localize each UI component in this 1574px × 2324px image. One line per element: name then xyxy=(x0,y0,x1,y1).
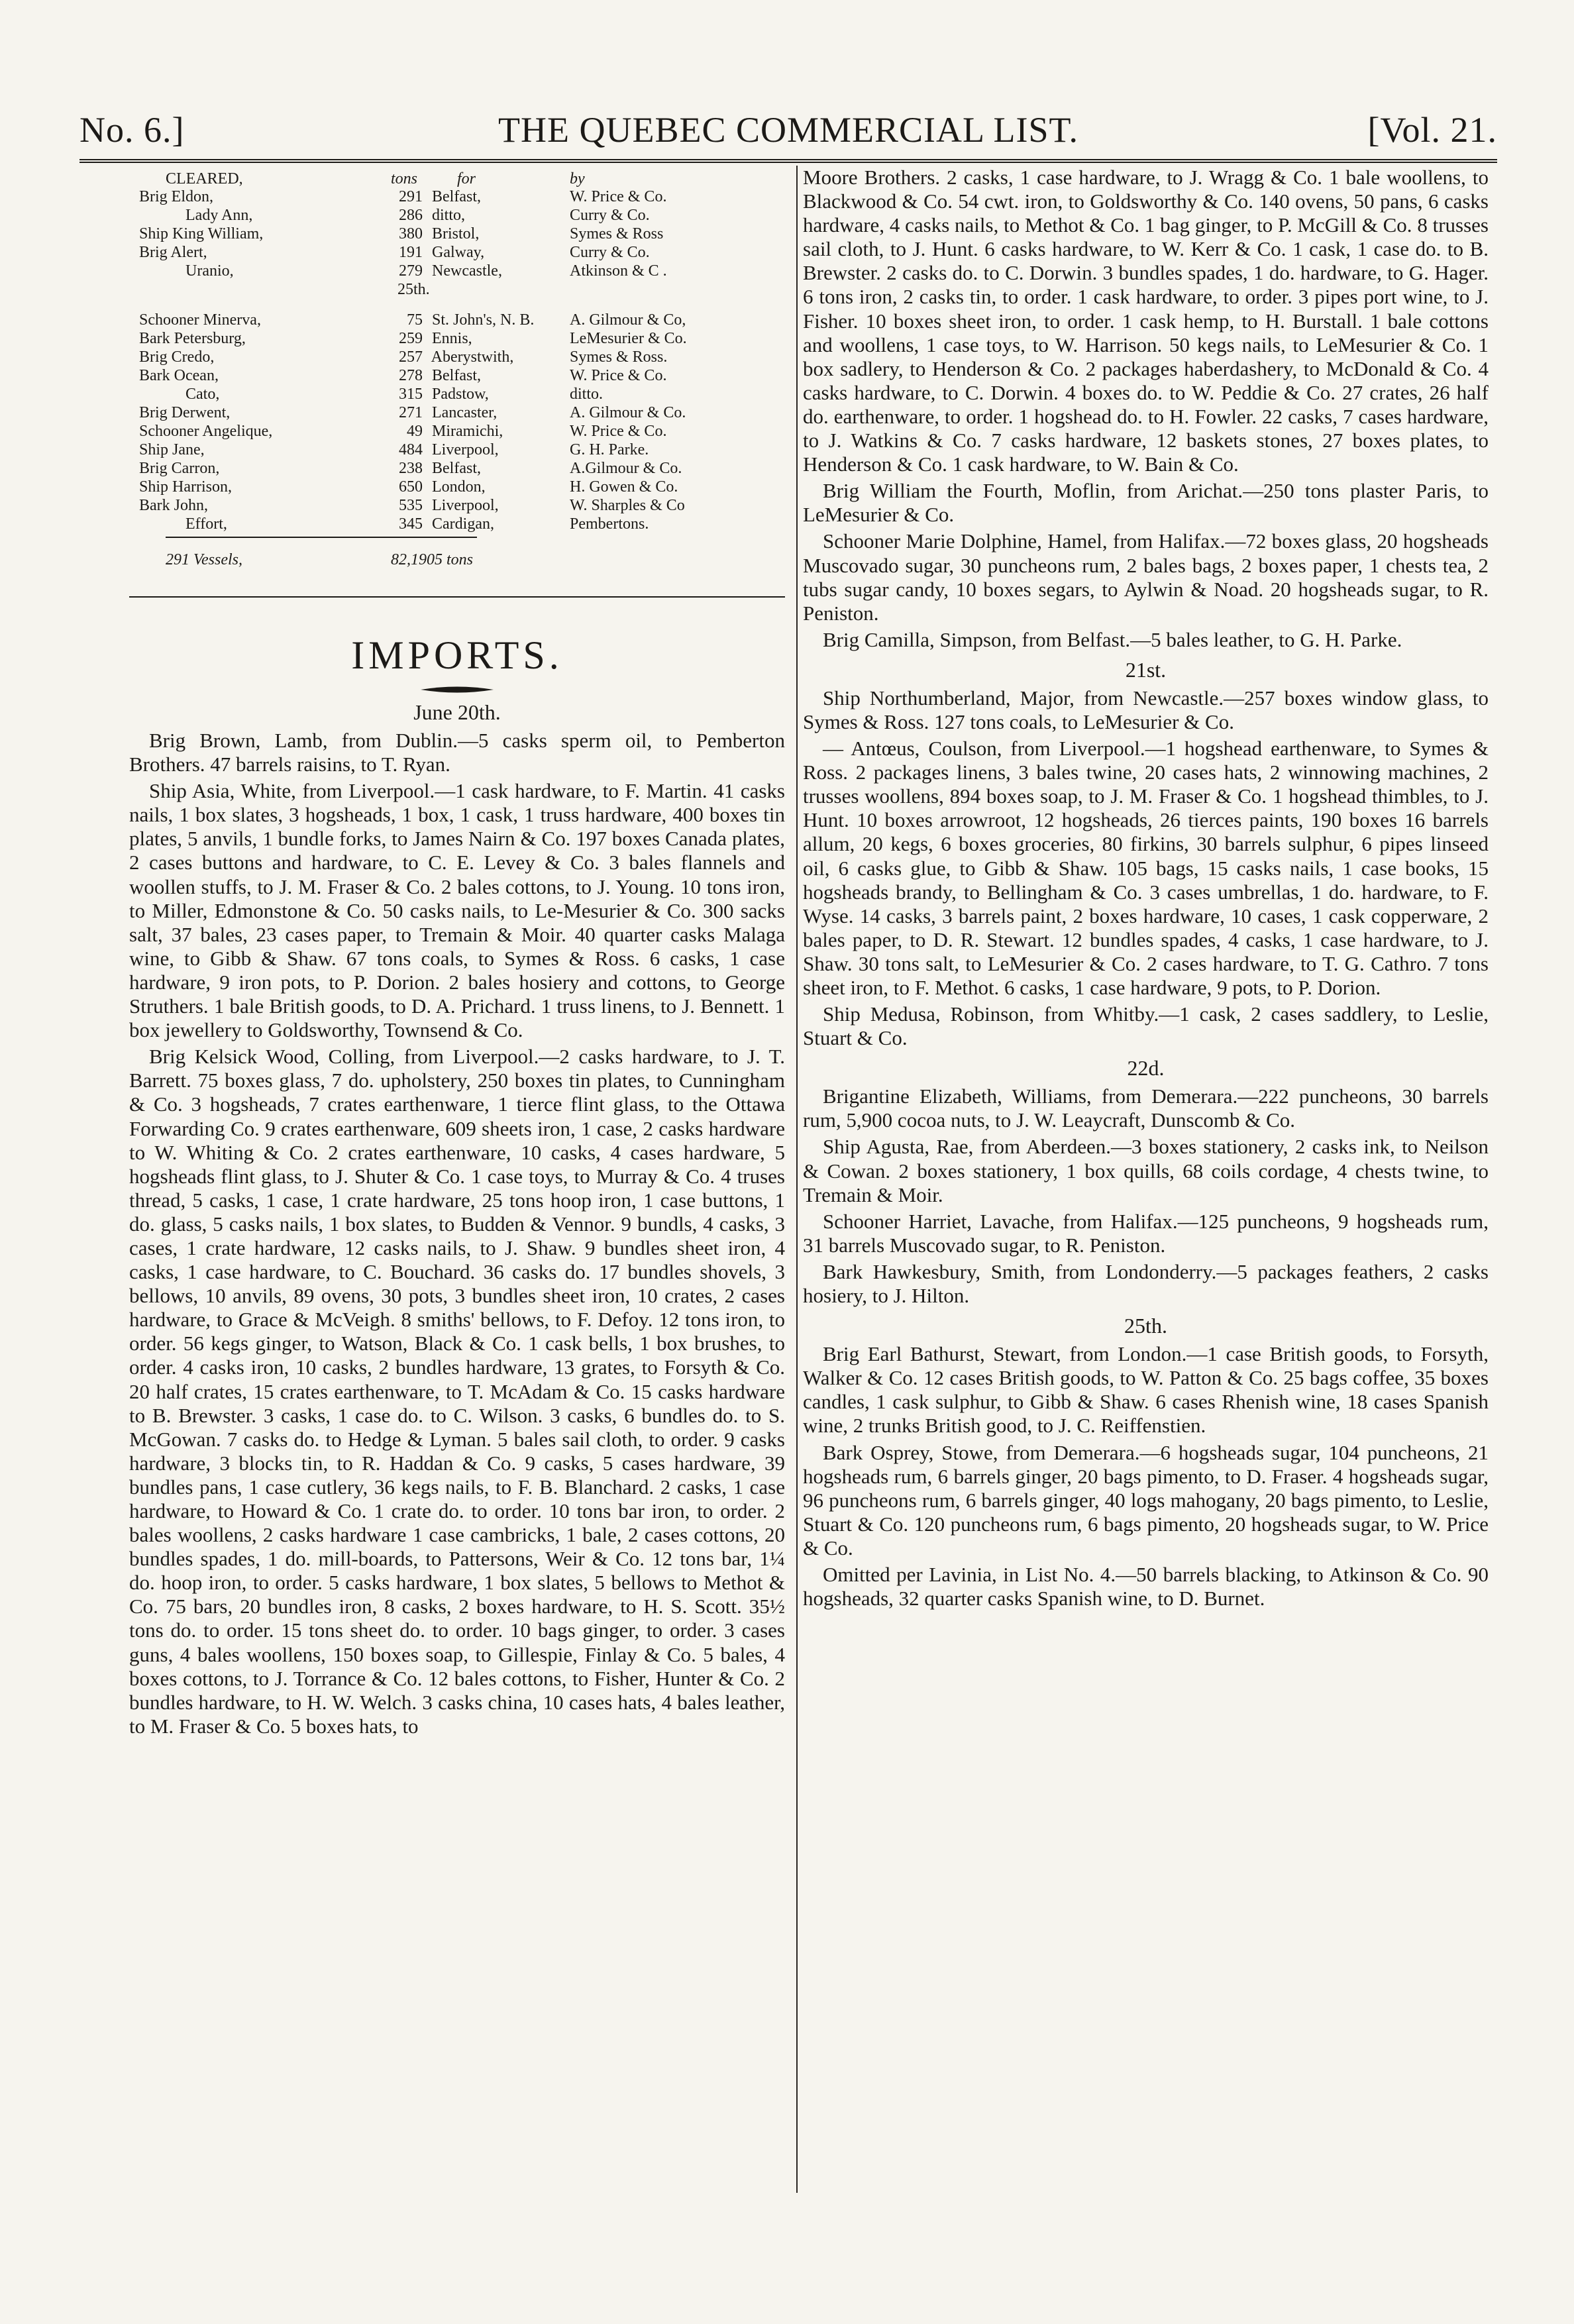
cleared-rows-top xyxy=(129,188,785,281)
volume-number: [Vol. 21. xyxy=(1367,110,1497,150)
vessel-name: Bark John, xyxy=(139,497,208,514)
vessel-name: Brig Eldon, xyxy=(139,188,213,205)
import-entry: Schooner Harriet, Lavache, from Halifax.—125 puncheons, 9 hogsheads rum, 31 barrels Muscovado sugar, to R. Peniston. xyxy=(803,1209,1489,1257)
right-entries-a xyxy=(803,166,1489,652)
vessel-name: Lady Ann, xyxy=(185,207,253,224)
date-june-20: June 20th. xyxy=(413,700,501,724)
cleared-row xyxy=(129,460,785,478)
tons-value: 271 xyxy=(399,404,423,421)
import-entry: Bark Hawkesbury, Smith, from Londonderry.—5 packages feathers, 2 casks hosiery, to J. Hilton. xyxy=(803,1259,1489,1308)
section-rule xyxy=(129,596,785,598)
vessel-name: Brig Credo, xyxy=(139,348,215,366)
left-import-entries xyxy=(129,729,785,1738)
import-entry: Ship Northumberland, Major, from Newcastle.—257 boxes window glass, to Symes & Ross. 127 tons coals, to LeMesurier & Co. xyxy=(803,686,1489,733)
destination: Bristol, xyxy=(428,225,480,242)
cleared-row xyxy=(129,367,785,386)
tons-and-destination xyxy=(391,348,550,367)
agent-name: A.Gilmour & Co. xyxy=(570,460,682,477)
agent-name: A. Gilmour & Co. xyxy=(570,404,686,421)
destination: Belfast, xyxy=(428,460,481,477)
agent-name: W. Price & Co. xyxy=(570,367,667,384)
cleared-row xyxy=(129,244,785,262)
date-21st: 21st. xyxy=(1125,657,1167,682)
vessel-name: Ship Harrison, xyxy=(139,478,232,496)
agent-name: W. Sharples & Co xyxy=(570,497,685,514)
import-entry: Brig William the Fourth, Moflin, from Arichat.—250 tons plaster Paris, to LeMesurier & Co. xyxy=(803,479,1489,527)
tons-and-destination xyxy=(391,244,550,262)
import-entry: Brig Kelsick Wood, Colling, from Liverpool.—2 casks hardware, to J. T. Barrett. 75 boxes glass, 7 do. upholstery, 250 boxes tin plates, to Cunningham & Co. 3 hogsheads, 7 crates earthenware, 1 tierce flint glass, to the Ottawa Forwarding Co. 9 crates earthenware, 609 sheets iron, 1 case, 2 casks hardware to W. Whiting & Co. 2 crates earthenware, 10 casks, 4 cases hardware, 5 hogsheads flint glass, to J. Shuter & Co. 1 case toys, to Murray & Co. 4 truses thread, 5 casks, 1 case, 1 crate hardware, 25 tons hoop iron, 1 case buttons, 1 do. glass, 5 casks nails, 1 box slates, to Budden & Vennor. 9 bundls, 4 casks, 3 cases, 1 crate hardware, 12 casks nails, to J. Shaw. 9 bundles sheet iron, 4 casks, 1 case hardware, to C. Bouchard. 36 casks do. 17 bundles shovels, 3 bellows, 10 anvils, 89 ovens, 30 pots, 3 bundles sheet iron, 10 crates, 2 cases hardware, to Grace & McVeigh. 8 smiths' bellows, to F. Defoy. 12 tons iron, to order. 56 kegs ginger, to Watson, Black & Co. 1 cask bells, 1 box brushes, to order. 4 casks iron, 10 casks, 2 bundles hardware, 13 grates, to Forsyth & Co. 20 half crates, 15 crates earthenware, to T. McAdam & Co. 15 casks hardware to B. Brewster. 3 casks, 1 case do. to C. Wilson. 3 casks, 6 bundles do. to S. McGowan. 7 casks do. to Hedge & Lyman. 5 bales sail cloth, to order. 9 casks hardware, 3 blocks tin, to R. Haddan & Co. 9 casks, 5 cases hardware, 39 bundles pans, 1 case cutlery, 36 kegs nails, to F. B. Blanchard. 2 casks, 1 case hardware, to Howard & Co. 1 crate do. to order. 10 tons bar iron, to order. 2 bales woollens, 2 casks hardware 1 case cambricks, 1 bale, 2 cases cottons, 20 bundles spades, 1 do. mill-boards, to Pattersons, Weir & Co. 12 tons bar, 1¼ do. hoop iron, to order. 5 casks hardware, 1 box slates, 5 bellows to Methot & Co. 75 bars, 20 bundles iron, 8 casks, 2 boxes hardware, to H. S. Scott. 35½ tons do. to order. 15 tons sheet do. to order. 10 bags ginger, to order. 3 cases guns, 4 bales woollens, 150 boxes soap, to Gillespie, Finlay & Co. 5 bales, 4 boxes cottons, to J. Torrance & Co. 12 bales cottons, to Fisher, Hunter & Co. 2 bundles hardware, to H. W. Welch. 3 casks china, 10 cases hats, 4 bales leather, to M. Fraser & Co. 5 boxes hats, to xyxy=(129,1045,785,1738)
vessel-name: Bark Petersburg, xyxy=(139,330,246,347)
tons-and-destination xyxy=(391,225,550,244)
tons-and-destination xyxy=(391,386,550,404)
destination: Belfast, xyxy=(428,367,481,384)
cleared-row xyxy=(129,188,785,207)
tons-and-destination xyxy=(391,460,550,478)
tons-and-destination xyxy=(391,423,550,441)
tons-value: 380 xyxy=(399,225,423,242)
destination: Cardigan, xyxy=(428,515,494,533)
cleared-row xyxy=(129,515,785,534)
destination: London, xyxy=(428,478,486,496)
vessel-name: Ship King William, xyxy=(139,225,264,242)
col-by: by xyxy=(570,170,585,187)
col-tons: tons xyxy=(391,170,418,187)
col-for: for xyxy=(457,170,476,187)
cleared-row xyxy=(129,207,785,225)
total-tons: 82,1905 tons xyxy=(391,551,474,569)
issue-number: No. 6.] xyxy=(79,110,185,150)
tons-value: 191 xyxy=(399,244,423,261)
tons-and-destination xyxy=(391,515,550,534)
cleared-row xyxy=(129,478,785,497)
import-entry: Ship Asia, White, from Liverpool.—1 cask hardware, to F. Martin. 41 casks nails, 1 box slates, 3 hogsheads, 1 box, 1 cask, 1 truss hardware, 400 boxes tin plates, 5 anvils, 1 bundle forks, to James Nairn & Co. 197 boxes Canada plates, 2 cases buttons and hardware, to C. E. Levey & Co. 3 bales flannels and woollen stuffs, to J. M. Fraser & Co. 2 bales cottons, to J. Young. 10 tons iron, to Miller, Edmonstone & Co. 50 casks nails, to Le-Mesurier & Co. 300 sacks salt, 37 bales, 23 cases paper, to Tremain & Moir. 40 quarter casks Malaga wine, to Gibb & Shaw. 67 tons coals, to Symes & Ross. 6 casks, 1 case hardware, 9 iron pots, to P. Dorion. 2 bales hosiery and cottons, to George Struthers. 1 bale British goods, to D. A. Prichard. 1 truss linens, to J. Bennett. 1 box jewellery to Goldsworthy, Townsend & Co. xyxy=(129,779,785,1042)
right-entries-d xyxy=(803,1342,1489,1611)
tons-value: 650 xyxy=(399,478,423,496)
agent-name: Symes & Ross. xyxy=(570,348,668,366)
tons-and-destination xyxy=(391,188,550,207)
cleared-row xyxy=(129,225,785,244)
cleared-total xyxy=(129,547,785,574)
right-entries-b xyxy=(803,686,1489,1050)
tons-value: 286 xyxy=(399,207,423,224)
cleared-row xyxy=(129,404,785,423)
agent-name: ditto. xyxy=(570,386,603,403)
tons-and-destination xyxy=(391,207,550,225)
total-rule xyxy=(166,537,477,538)
vessel-name: Uranio, xyxy=(185,262,234,280)
cleared-subdate: 25th. xyxy=(397,281,430,298)
tons-value: 291 xyxy=(399,188,423,205)
cleared-row xyxy=(129,497,785,515)
cleared-rows-bottom xyxy=(129,311,785,534)
vessel-name: Bark Ocean, xyxy=(139,367,219,384)
tons-and-destination xyxy=(391,404,550,423)
import-entry: Bark Osprey, Stowe, from Demerara.—6 hogsheads sugar, 104 puncheons, 21 hogsheads rum, 6 barrels ginger, 20 bags pimento, to D. Fraser. 4 hogsheads sugar, 96 puncheons rum, 6 barrels ginger, 40 logs mahogany, 20 bags pimento, to Leslie, Stuart & Co. 120 puncheons rum, 6 bags pimento, 20 hogsheads sugar, to W. Price & Co. xyxy=(803,1440,1489,1559)
destination: Padstow, xyxy=(428,386,489,403)
cleared-header xyxy=(129,166,785,188)
tons-value: 279 xyxy=(399,262,423,280)
agent-name: H. Gowen & Co. xyxy=(570,478,678,496)
tons-value: 257 xyxy=(399,348,423,366)
tons-value: 75 xyxy=(407,311,423,329)
destination: Lancaster, xyxy=(428,404,498,421)
destination: Ennis, xyxy=(428,330,472,347)
agent-name: W. Price & Co. xyxy=(570,188,667,205)
cleared-heading: CLEARED, xyxy=(166,170,243,187)
agent-name: Curry & Co. xyxy=(570,207,650,224)
vessel-name: Cato, xyxy=(185,386,220,403)
import-entry: Omitted per Lavinia, in List No. 4.—50 barrels blacking, to Atkinson & Co. 90 hogsheads, 32 quarter casks Spanish wine, to D. Burnet. xyxy=(803,1562,1489,1611)
import-entry: Brig Brown, Lamb, from Dublin.—5 casks sperm oil, to Pemberton Brothers. 47 barrels raisins, to T. Ryan. xyxy=(129,729,785,776)
date-22d: 22d. xyxy=(1127,1056,1165,1081)
import-entry: Moore Brothers. 2 casks, 1 case hardware, to J. Wragg & Co. 1 bale woollens, to Blackwood & Co. 54 cwt. iron, to Goldsworthy & Co. 140 ovens, 50 pans, 6 casks hardware, 4 casks nails, to Methot & Co. 1 bag ginger, to P. McGill & Co. 8 trusses sail cloth, to J. Hunt. 6 casks hardware, to W. Kerr & Co. 1 cask, 1 case do. to B. Brewster. 2 casks do. to C. Dorwin. 3 bundles spades, 1 do. hardware, to G. Hager. 6 tons iron, 2 casks tin, to order. 1 cask hardware, to order. 3 pipes port wine, to J. Fisher. 10 boxes sheet iron, to order. 1 cask hemp, to H. Burstall. 1 bale cottons and woollens, 1 case toys, to W. Harrison. 50 kegs nails, to LeMesurier & Co. 1 box sadlery, to Henderson & Co. 2 packages haberdashery, to McDonald & Co. 4 casks hardware, to C. Dorwin. 4 boxes do. to W. Peddie & Co. 27 crates, 26 half do. earthenware, to order. 1 hogshead do. to H. Fowler. 22 casks, 7 cases hardware, to J. Watkins & Co. 7 casks hardware, 12 baskets stones, 27 boxes plates, to Henderson & Co. 1 cask hardware, to W. Bain & Co. xyxy=(803,166,1489,476)
date-25th: 25th. xyxy=(1124,1314,1167,1338)
vessel-name: Effort, xyxy=(185,515,227,533)
tons-and-destination xyxy=(391,441,550,460)
tons-value: 238 xyxy=(399,460,423,477)
import-entry: Schooner Marie Dolphine, Hamel, from Halifax.—72 boxes glass, 20 hogsheads Muscovado sugar, 30 puncheons rum, 2 bales bags, 2 boxes paper, 1 chests tea, 2 tubs sugar candy, 10 boxes segars, to Aylwin & Noad. 20 hogsheads sugar, to R. Peniston. xyxy=(803,529,1489,625)
imports-title: IMPORTS. xyxy=(351,633,563,677)
cleared-row xyxy=(129,386,785,404)
cleared-row xyxy=(129,262,785,281)
agent-name: Pembertons. xyxy=(570,515,649,533)
cleared-row xyxy=(129,441,785,460)
publication-title: THE QUEBEC COMMERCIAL LIST. xyxy=(498,110,1078,150)
tons-and-destination xyxy=(391,497,550,515)
agent-name: G. H. Parke. xyxy=(570,441,649,458)
column-divider xyxy=(796,166,798,2193)
destination: Liverpool, xyxy=(428,441,499,458)
tons-value: 278 xyxy=(399,367,423,384)
import-entry: Brig Camilla, Simpson, from Belfast.—5 bales leather, to G. H. Parke. xyxy=(823,627,1402,651)
destination: ditto, xyxy=(428,207,466,224)
import-entry: Ship Agusta, Rae, from Aberdeen.—3 boxes stationery, 2 casks ink, to Neilson & Cowan. 2 boxes stationery, 1 box quills, 68 coils cordage, 4 chests twine, to Tremain & Moir. xyxy=(803,1135,1489,1206)
import-entry: Brigantine Elizabeth, Williams, from Demerara.—222 puncheons, 30 barrels rum, 5,900 cocoa nuts, to J. W. Leaycraft, Dunscomb & Co. xyxy=(803,1084,1489,1132)
cleared-row xyxy=(129,330,785,348)
tons-value: 315 xyxy=(399,386,423,403)
destination: Miramichi, xyxy=(428,423,503,440)
destination: St. John's, N. B. xyxy=(428,311,535,329)
tons-value: 484 xyxy=(399,441,423,458)
cleared-row xyxy=(129,348,785,367)
vessel-name: Schooner Minerva, xyxy=(139,311,261,329)
import-entry: Brig Earl Bathurst, Stewart, from London.—1 case British goods, to Forsyth, Walker & Co. 12 cases British goods, to W. Patton & Co. 25 bags coffee, 35 boxes candles, 1 cask sulphur, to Gibb & Shaw. 6 cases Rhenish wine, 18 cases Spanish wine, 2 trunks British good, to J. C. Reiffenstien. xyxy=(803,1342,1489,1438)
import-entry: Ship Medusa, Robinson, from Whitby.—1 cask, 2 cases saddlery, to Leslie, Stuart & Co. xyxy=(803,1002,1489,1050)
destination: Newcastle, xyxy=(428,262,502,280)
destination: Galway, xyxy=(428,244,485,261)
left-column xyxy=(129,166,785,1741)
destination: Aberystwith, xyxy=(428,348,514,366)
tons-value: 345 xyxy=(399,515,423,533)
destination: Liverpool, xyxy=(428,497,499,514)
tons-and-destination xyxy=(391,478,550,497)
header-rule xyxy=(79,159,1497,163)
cleared-row xyxy=(129,311,785,330)
tons-and-destination xyxy=(391,311,550,330)
tons-and-destination xyxy=(391,367,550,386)
vessel-name: Brig Alert, xyxy=(139,244,207,261)
vessel-name: Ship Jane, xyxy=(139,441,205,458)
agent-name: W. Price & Co. xyxy=(570,423,667,440)
ornament-rule-icon xyxy=(421,685,494,694)
tons-and-destination xyxy=(391,330,550,348)
agent-name: Symes & Ross xyxy=(570,225,664,242)
right-entries-c xyxy=(803,1084,1489,1308)
tons-value: 259 xyxy=(399,330,423,347)
vessel-name: Brig Derwent, xyxy=(139,404,231,421)
agent-name: Atkinson & C . xyxy=(570,262,667,280)
cleared-table xyxy=(129,166,785,598)
agent-name: LeMesurier & Co. xyxy=(570,330,687,347)
tons-value: 49 xyxy=(407,423,423,440)
page-header xyxy=(79,109,1497,162)
tons-and-destination xyxy=(391,262,550,281)
tons-value: 535 xyxy=(399,497,423,514)
agent-name: Curry & Co. xyxy=(570,244,650,261)
import-entry: — Antœus, Coulson, from Liverpool.—1 hogshead earthenware, to Symes & Ross. 2 packages linens, 3 bales twine, 20 cases hats, 2 winnowing machines, 2 trusses woollens, 894 boxes soap, to J. M. Fraser & Co. 1 hogshead thimbles, to J. Hunt. 10 boxes arrowroot, 12 hogsheads, 26 tierces paints, 190 boxes 16 barrels allum, 20 kegs, 6 boxes groceries, 80 firkins, 30 barrels sulphur, 6 pipes linseed oil, 6 casks glue, to Gibb & Shaw. 105 bags, 15 casks nails, 1 case books, 15 hogsheads brandy, to Bellingham & Co. 3 cases umbrellas, 1 do. hardware, to F. Wyse. 14 casks, 3 barrels paint, 2 boxes hardware, 10 cases, 1 cask copperware, 2 bales paper, to D. R. Stewart. 12 bundles spades, 4 casks, 1 case hardware, to J. Shaw. 30 tons salt, to LeMesurier & Co. 2 cases hardware, to T. G. Cathro. 7 tons sheet iron, to F. Methot. 6 casks, 1 case hardware, 9 pots, to P. Dorion. xyxy=(803,737,1489,999)
right-column xyxy=(803,166,1489,1613)
destination: Belfast, xyxy=(428,188,481,205)
cleared-row xyxy=(129,423,785,441)
vessel-name: Schooner Angelique, xyxy=(139,423,273,440)
total-vessels: 291 Vessels, xyxy=(166,551,242,569)
agent-name: A. Gilmour & Co, xyxy=(570,311,686,329)
vessel-name: Brig Carron, xyxy=(139,460,220,477)
